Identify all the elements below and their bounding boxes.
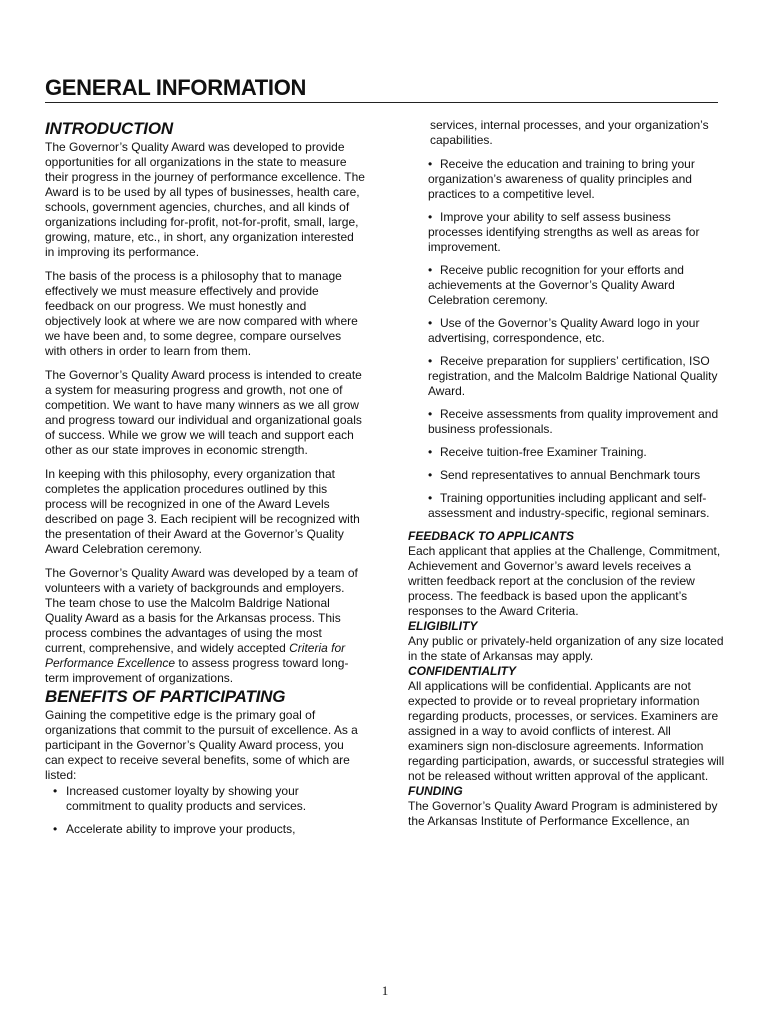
- bullet-icon: •: [428, 491, 433, 505]
- benefits-heading: BENEFITS OF PARTICIPATING: [45, 687, 286, 706]
- list-item-text: Training opportunities including applicant and self-assessment and industry-specific, regional seminars.: [428, 491, 710, 520]
- list-item: [428, 354, 726, 399]
- list-item-text: Receive tuition-free Examiner Training.: [440, 445, 647, 459]
- list-item: [428, 157, 726, 202]
- bullet-icon: •: [428, 354, 433, 368]
- right-column: [408, 118, 726, 829]
- introduction-heading: INTRODUCTION: [45, 119, 173, 138]
- list-item-text: Receive preparation for suppliers’ certification, ISO registration, and the Malcolm Baldrige National Quality Award.: [428, 354, 718, 398]
- intro-paragraph-5-text: The Governor’s Quality Award was developed by a team of volunteers with a variety of backgrounds and employers. The team chose to use the Malcolm Baldrige National Quality Award as a basis for the Arkansas process. This process combines the advantages of using the most current, comprehensive, and widely accepted: [45, 566, 358, 655]
- benefits-intro: Gaining the competitive edge is the primary goal of organizations that commit to the pursuit of excellence. As a participant in the Governor’s Quality Award process, you can expect to receive several benefits, some of which are listed:: [45, 708, 358, 782]
- bullet-icon: •: [428, 445, 433, 459]
- list-item-text: Improve your ability to self assess business processes identifying strengths as well as areas for improvement.: [428, 210, 700, 254]
- list-item-text: Receive assessments from quality improvement and business professionals.: [428, 407, 719, 436]
- list-item: [428, 445, 726, 460]
- list-item: [428, 407, 726, 437]
- intro-paragraph-1: The Governor’s Quality Award was developed to provide opportunities for all organizations in the state to measure their progress in the journey of performance excellence. The Award is to be used by all types of businesses, health care, schools, government agencies, churches, and all kinds of organizations including for-profit, not-for-profit, small, large, growing, mature, etc., in short, any organization interested in improving its performance.: [45, 140, 365, 259]
- list-item: [428, 491, 726, 521]
- list-item-text: Use of the Governor’s Quality Award logo in your advertising, correspondence, etc.: [428, 316, 700, 345]
- intro-paragraph-5: [45, 566, 365, 686]
- left-column: [45, 118, 365, 845]
- page-title: GENERAL INFORMATION: [45, 76, 718, 103]
- funding-text: The Governor’s Quality Award Program is administered by the Arkansas Institute of Performance Excellence, an: [408, 799, 718, 828]
- list-item-text: Receive public recognition for your efforts and achievements at the Governor’s Quality Award Celebration ceremony.: [428, 263, 684, 307]
- page-number: 1: [381, 983, 389, 998]
- intro-paragraph-4: In keeping with this philosophy, every organization that completes the application procedures outlined by this process will be recognized in one of the Award Levels described on page 3. Each recipient will be recognized with the presentation of their Award at the Governor’s Quality Award Celebration ceremony.: [45, 467, 360, 556]
- benefits-list-right: [408, 157, 726, 521]
- benefits-list-left: [45, 784, 365, 837]
- list-item-text: Accelerate ability to improve your products,: [66, 822, 296, 836]
- list-item-text: Send representatives to annual Benchmark tours: [440, 468, 701, 482]
- bullet-icon: •: [428, 468, 433, 482]
- intro-paragraph-3: The Governor’s Quality Award process is intended to create a system for measuring progress and growth, not one of competition. We want to have many winners as we all grow and progress toward our individual and organizational goals of success. While we grow we will teach and support each other as our state improves in economic strength.: [45, 368, 362, 457]
- list-item: [53, 822, 365, 837]
- intro-paragraph-5-end: to assess progress toward long-term improvement of organizations.: [45, 656, 349, 685]
- feedback-text: Each applicant that applies at the Challenge, Commitment, Achievement and Governor’s award levels receives a written feedback report at the conclusion of the review process. The feedback is based upon the applicant’s responses to the Award Criteria.: [408, 544, 721, 618]
- list-item: [428, 263, 726, 308]
- bullet-icon: •: [53, 784, 58, 798]
- bullet-icon: •: [428, 263, 433, 277]
- eligibility-heading: ELIGIBILITY: [408, 619, 478, 633]
- bullet-icon: •: [428, 210, 433, 224]
- funding-heading: FUNDING: [408, 784, 463, 798]
- list-item: [428, 210, 726, 255]
- intro-paragraph-2: The basis of the process is a philosophy that to manage effectively we must measure effectively and provide feedback on our progress. We must honestly and objectively look at where we are now compared with where we have been and, to some degree, compare ourselves with others in order to learn from them.: [45, 269, 358, 358]
- bullet-icon: •: [428, 157, 433, 171]
- feedback-heading: FEEDBACK TO APPLICANTS: [408, 529, 575, 543]
- list-item-text: Receive the education and training to bring your organization’s awareness of quality principles and practices to a competitive level.: [428, 157, 695, 201]
- eligibility-text: Any public or privately-held organization of any size located in the state of Arkansas may apply.: [408, 634, 724, 663]
- list-item: [428, 316, 726, 346]
- benefits-continuation: services, internal processes, and your organization’s capabilities.: [430, 118, 709, 147]
- criteria-title: Criteria for Performance Excellence: [45, 641, 346, 670]
- list-item-text: Increased customer loyalty by showing your commitment to quality products and services.: [66, 784, 307, 813]
- list-item: [53, 784, 365, 814]
- list-item: [428, 468, 726, 483]
- bullet-icon: •: [428, 316, 433, 330]
- confidentiality-heading: CONFIDENTIALITY: [408, 664, 516, 678]
- confidentiality-text: All applications will be confidential. Applicants are not expected to provide or to reveal proprietary information regarding products, processes, or services. Examiners are assigned in a way to avoid conflicts of interest. All examiners sign non-disclosure agreements. Information regarding participation, awards, or successful strategies will not be released without written approval of the applicant.: [408, 679, 725, 783]
- bullet-icon: •: [428, 407, 433, 421]
- bullet-icon: •: [53, 822, 58, 836]
